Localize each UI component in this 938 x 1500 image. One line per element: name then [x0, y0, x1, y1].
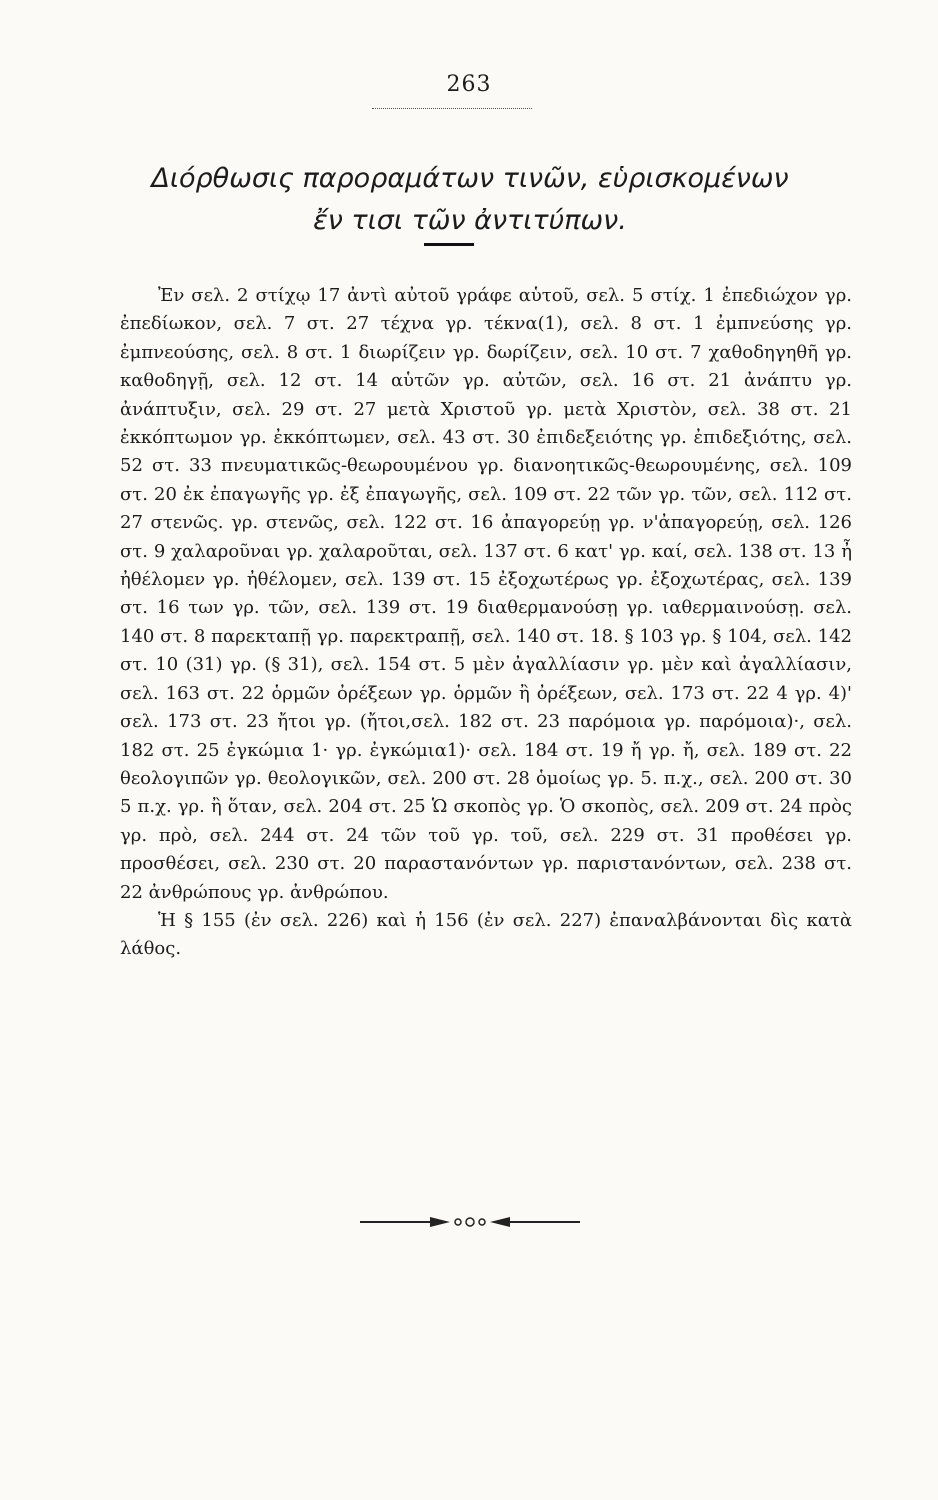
ornamental-rule [360, 1210, 580, 1234]
page-number-underline [372, 108, 532, 109]
heading-rule [424, 243, 474, 246]
heading-line-1: Διόρθωσις παροραμάτων τινῶν, εὑρισκομένων [151, 163, 789, 195]
heading-line-2: ἔν τισι τῶν ἀντιτύπων. [313, 205, 627, 237]
closing-note: Ἡ § 155 (ἐν σελ. 226) καὶ ἡ 156 (ἐν σελ. 227) ἐπαναλβάνονται δὶς κατὰ λάθος. [120, 909, 852, 960]
page-heading [80, 158, 860, 242]
errata-paragraph: Ἐν σελ. 2 στίχῳ 17 ἀντὶ αὐτοῦ γράφε αὑτοῦ, σελ. 5 στίχ. 1 ἐπεδιώχον γρ. ἐπεδίωκον, σελ. 7 στ. 27 τέχνα γρ. τέκνα(1), σελ. 8 στ. 1 ἐμπνεύσης γρ. ἐμπνεούσης, σελ. 8 στ. 1 διωρίζειν γρ. δωρίζειν, σελ. 10 στ. 7 χαθοδηγηθῆ γρ. καθοδηγῇ, σελ. 12 στ. 14 αὑτῶν γρ. αὐτῶν, σελ. 16 στ. 21 ἀνάπτυ γρ. ἀνάπτυξιν, σελ. 29 στ. 27 μετὰ Χριστοῦ γρ. μετὰ Χριστὸν, σελ. 38 στ. 21 ἐκκόπτωμον γρ. ἐκκόπτωμεν, σελ. 43 στ. 30 ἐπιδεξειότης γρ. ἐπιδεξιότης, σελ. 52 στ. 33 πνευματικῶς-θεωρουμένου γρ. διανοητικῶς-θεωρουμένης, σελ. 109 στ. 20 ἐκ ἐπαγωγῆς γρ. ἐξ ἐπαγωγῆς, σελ. 109 στ. 22 τῶν γρ. τῶν, σελ. 112 στ. 27 στενῶς. γρ. στενῶς, σελ. 122 στ. 16 ἀπαγορεύῃ γρ. ν'ἀπαγορεύῃ, σελ. 126 στ. 9 χαλαροῦναι γρ. χαλαροῦται, σελ. 137 στ. 6 κατ' γρ. καί, σελ. 138 στ. 13 ἦ ἠθέλομεν γρ. ἠθέλομεν, σελ. 139 στ. 15 ἐξοχωτέρως γρ. ἐξοχωτέρας, σελ. 139 στ. 16 των γρ. τῶν, σελ. 139 στ. 19 διαθερμανούσῃ γρ. ιαθερμαινούσῃ. σελ. 140 στ. 8 παρεκταπῇ γρ. παρεκτραπῇ, σελ. 140 στ. 18. § 103 γρ. § 104, σελ. 142 στ. 10 (31) γρ. (§ 31), σελ. 154 στ. 5 μὲν ἀγαλλίασιν γρ. μὲν καὶ ἀγαλλίασιν, σελ. 163 στ. 22 ὁρμῶν ὀρέξεων γρ. ὁρμῶν ἢ ὀρέξεων, σελ. 173 στ. 22 4 γρ. 4)' σελ. 173 στ. 23 ἤτοι γρ. (ἤτοι,σελ. 182 στ. 23 παρόμοια γρ. παρόμοια)·, σελ. 182 στ. 25 ἐγκώμια 1· γρ. ἐγκώμια1)· σελ. 184 στ. 19 ἤ γρ. ἤ, σελ. 189 στ. 22 θεολογιπῶν γρ. θεολογικῶν, σελ. 200 στ. 28 ὁμοίως γρ. 5. π.χ., σελ. 200 στ. 30 5 π.χ. γρ. ἢ ὅταν, σελ. 204 στ. 25 Ὡ σκοπὸς γρ. Ὁ σκοπὸς, σελ. 209 στ. 24 πρὸς γρ. πρὸ, σελ. 244 στ. 24 τῶν τοῦ γρ. τοῦ, σελ. 229 στ. 31 προθέσει γρ. προσθέσει, σελ. 230 στ. 20 παραστανόντων γρ. παριστανόντων, σελ. 238 στ. 22 ἀνθρώπους γρ. ἀνθρώπου. [120, 285, 852, 903]
errata-text [120, 282, 852, 964]
page-number: 263 [446, 72, 492, 97]
